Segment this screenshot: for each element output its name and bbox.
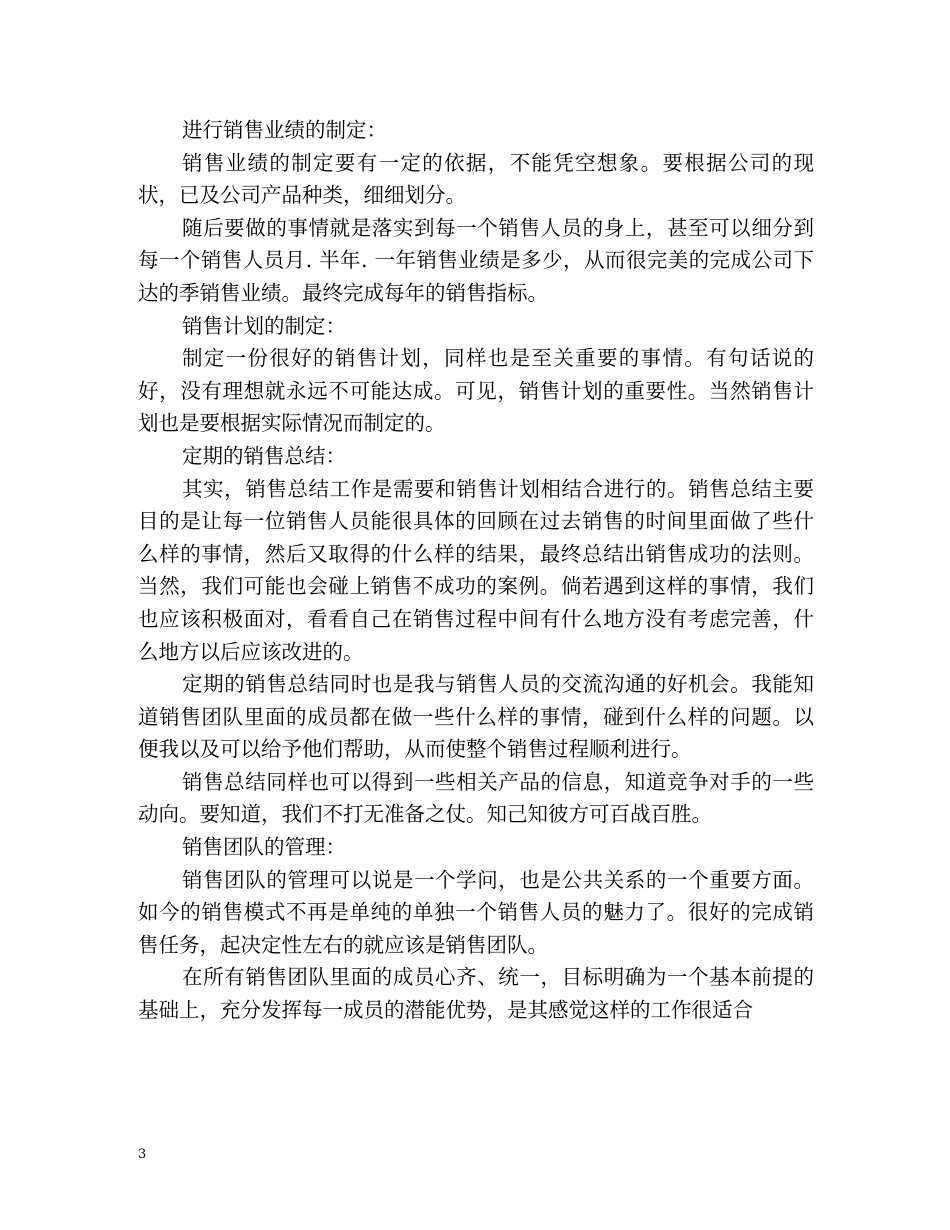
body-paragraph: 销售总结同样也可以得到一些相关产品的信息，知道竞争对手的一些动向。要知道，我们不打无准备之仗。知己知彼方可百战百胜。 (138, 769, 814, 827)
body-paragraph: 销售团队的管理可以说是一个学问，也是公共关系的一个重要方面。如今的销售模式不再是单纯的单独一个销售人员的魅力了。很好的完成销售任务，起决定性左右的就应该是销售团队。 (138, 867, 814, 957)
body-paragraph: 在所有销售团队里面的成员心齐、统一，目标明确为一个基本前提的基础上，充分发挥每一成员的潜能优势，是其感觉这样的工作很适合 (138, 965, 814, 1023)
section-heading-performance: 进行销售业绩的制定： (182, 118, 387, 142)
section-heading-sales-summary: 定期的销售总结： (182, 443, 346, 468)
section-heading-sales-plan: 销售计划的制定： (182, 313, 346, 338)
section-heading-team-management: 销售团队的管理： (182, 835, 346, 860)
body-paragraph: 随后要做的事情就是落实到每一个销售人员的身上，甚至可以细分到每一个销售人员月. 半年. 一年销售业绩是多少，从而很完美的完成公司下达的季销售业绩。最终完成每年的销售指标。 (138, 215, 814, 305)
body-paragraph: 销售业绩的制定要有一定的依据，不能凭空想象。要根据公司的现状，已及公司产品种类，细细划分。 (138, 150, 814, 208)
page-number: 3 (138, 1147, 147, 1162)
body-paragraph: 制定一份很好的销售计划，同样也是至关重要的事情。有句话说的好，没有理想就永远不可能达成。可见，销售计划的重要性。当然销售计划也是要根据实际情况而制定的。 (138, 346, 814, 436)
body-paragraph: 其实，销售总结工作是需要和销售计划相结合进行的。销售总结主要目的是让每一位销售人员能很具体的回顾在过去销售的时间里面做了些什么样的事情，然后又取得的什么样的结果，最终总结出销售成功的法则。当然，我们可能也会碰上销售不成功的案例。倘若遇到这样的事情，我们也应该积极面对，看看自己在销售过程中间有什么地方没有考虑完善，什么地方以后应该改进的。 (138, 476, 814, 664)
document-body (138, 114, 814, 1027)
body-paragraph: 定期的销售总结同时也是我与销售人员的交流沟通的好机会。我能知道销售团队里面的成员都在做一些什么样的事情，碰到什么样的问题。以便我以及可以给予他们帮助，从而使整个销售过程顺利进行。 (138, 672, 814, 762)
